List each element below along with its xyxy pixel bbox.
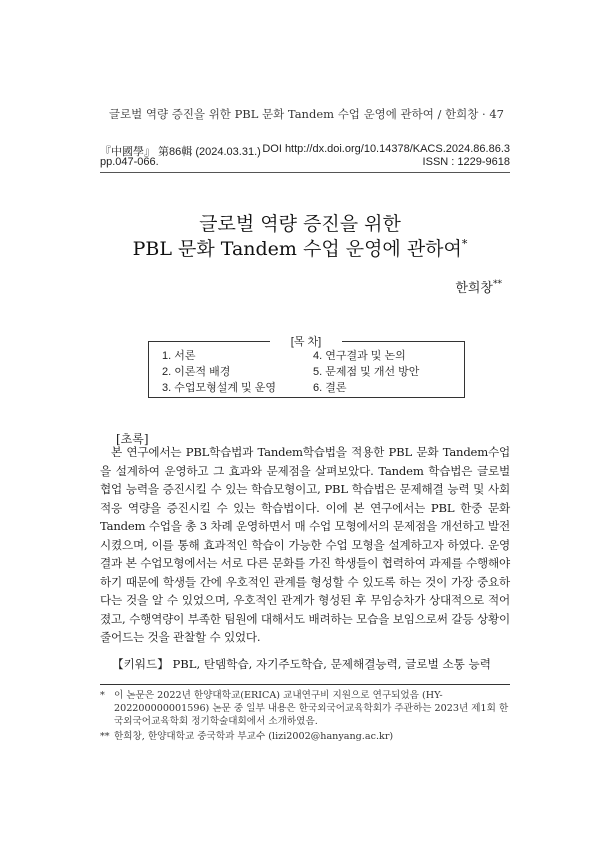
author <box>455 277 502 296</box>
footnote-1-text: 이 논문은 2022년 한양대학교(ERICA) 교내연구비 지원으로 연구되었음 (HY-202200000001596) 논문 중 일부 내용은 한국외국어교육학회가 주관하는 2023년 제1회 한국외국어교육학회 정기학술대회에서 소개하였음. <box>114 690 509 727</box>
page-range: pp.047-066. <box>100 156 159 168</box>
toc-item-6[interactable]: 6. 결론 <box>313 382 347 394</box>
footnote-2 <box>100 730 510 743</box>
meta-divider <box>100 172 510 173</box>
toc-heading: [목 차] <box>270 333 342 349</box>
abstract-body: 본 연구에서는 PBL학습법과 Tandem학습법을 적용한 PBL 문화 Tandem수업을 설계하여 운영하고 그 효과와 문제점을 살펴보았다. Tandem 학습법은 글로벌 협업 능력을 증진시킬 수 있는 학습모형이고, PBL 학습법은 문제해결 능력 및 사회적응 역량을 증진시킬 수 있는 학습법이다. 이에 본 연구에서는 PBL 한중 문화 Tandem 수업을 총 3 차례 운영하면서 매 수업 모형에서의 문제점을 개선하고 발전시켰으며, 이를 통해 효과적인 학습이 가능한 수업 모형을 설계하고자 하였다. 운영결과 본 수업모형에서는 서로 다른 문화를 가진 학생들이 협력하여 과제를 수행해야하기 때문에 학생들 간에 우호적인 관계를 형성할 수 있도록 하는 것이 가장 중요하다는 것을 알 수 있었으며, 우호적인 관계가 형성된 후 무임승차가 상대적으로 적어졌고, 수행역량이 부족한 팀원에 대해서도 배려하는 모습을 보임으로써 갈등 상황이 줄어드는 것을 관찰할 수 있었다. <box>100 445 510 644</box>
footnote-1 <box>100 689 510 728</box>
author-name: 한희창 <box>455 281 493 296</box>
toc-item-2[interactable]: 2. 이론적 배경 <box>162 366 231 378</box>
abstract-label: [초록] <box>116 432 149 446</box>
toc-item-5[interactable]: 5. 문제점 및 개선 방안 <box>313 366 420 378</box>
journal-info: 『中國學』 第86輯 (2024.03.31.) <box>100 146 261 158</box>
toc-item-1[interactable]: 1. 서론 <box>162 350 196 362</box>
title-line-2-text: PBL 문화 Tandem 수업 운영에 관하여 <box>132 238 462 260</box>
doi-link[interactable]: DOI http://dx.doi.org/10.14378/KACS.2024.86.86.3 <box>262 143 510 155</box>
footnote-2-mark: ** <box>100 731 110 742</box>
toc-item-3[interactable]: 3. 수업모형설계 및 운영 <box>162 382 276 394</box>
toc-item-4[interactable]: 4. 연구결과 및 논의 <box>313 350 406 362</box>
author-footnote-mark[interactable]: ** <box>493 279 502 290</box>
title-line-2 <box>0 234 600 261</box>
running-head: 글로벌 역량 증진을 위한 PBL 문화 Tandem 수업 운영에 관하여 / 한희창 · 47 <box>108 107 504 121</box>
issn: ISSN : 1229-9618 <box>422 156 510 168</box>
article-meta-row-2 <box>100 156 510 172</box>
keywords: 【키워드】 PBL, 탄뎀학습, 자기주도학습, 문제해결능력, 글로벌 소통 능력 <box>112 657 491 671</box>
title-line-1: 글로벌 역량 증진을 위한 <box>199 213 401 235</box>
footnote-2-text: 한희창, 한양대학교 중국학과 부교수 (lizi2002@hanyang.ac.kr) <box>114 731 394 742</box>
footnote-1-mark: * <box>100 690 105 701</box>
footnote-divider <box>100 684 510 685</box>
title-footnote-mark[interactable]: * <box>461 237 468 251</box>
